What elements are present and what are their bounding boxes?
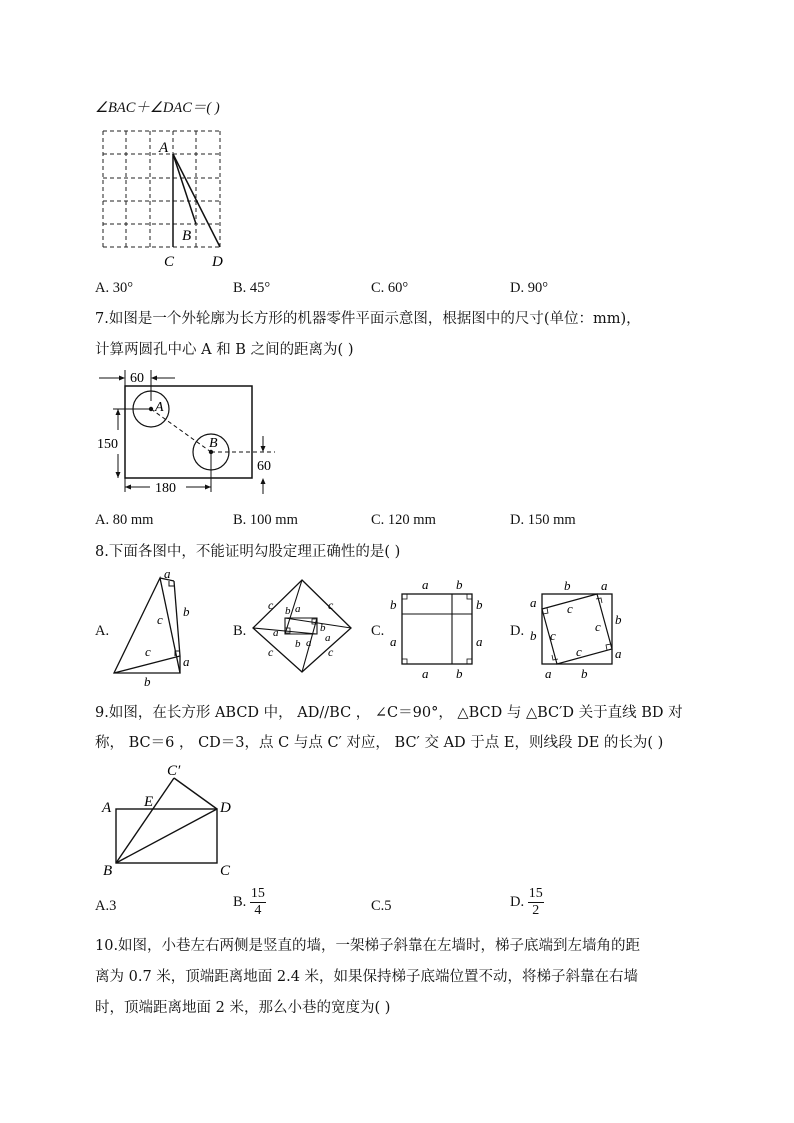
- svg-text:b: b: [285, 605, 291, 617]
- svg-text:b: b: [144, 674, 151, 689]
- q8-stem: 8.下面各图中，不能证明勾股定理正确性的是( ): [95, 544, 401, 560]
- q6-option-c: C. 60°: [371, 280, 409, 296]
- label-A: A: [159, 140, 169, 156]
- q7-stem-line1: 7.如图是一个外轮廓为长方形的机器零件平面示意图，根据图中的尺寸(单位：mm)，: [95, 311, 641, 327]
- svg-text:b: b: [295, 638, 301, 650]
- q7-option-a: A. 80 mm: [95, 512, 154, 528]
- q7-stem-line2: 计算两圆孔中心 A 和 B 之间的距离为( ): [95, 342, 354, 358]
- svg-text:b: b: [456, 577, 463, 592]
- svg-text:b: b: [390, 597, 397, 612]
- q8-figure-a: [112, 568, 197, 690]
- svg-text:c: c: [595, 619, 601, 634]
- q9-option-b: B. $\frac{15}{4}$: [233, 886, 265, 918]
- q10-stem-line2: 离为 0.7 米，顶端距离地面 2.4 米，如果保持梯子底端位置不动，将梯子斜靠在右墙: [95, 969, 639, 985]
- svg-text:a: a: [422, 666, 429, 680]
- q9-option-a: A.3: [95, 898, 117, 914]
- diagonal-BD: [116, 809, 217, 863]
- svg-text:c: c: [145, 644, 151, 659]
- svg-text:b: b: [564, 578, 571, 593]
- segment-C-prime-D: [174, 778, 217, 809]
- svg-text:a: a: [615, 646, 622, 661]
- q8-option-b-label: B.: [233, 623, 247, 639]
- label-D: D: [212, 254, 223, 270]
- q6-figure: [95, 125, 235, 275]
- dim-right-label: 60: [257, 459, 271, 474]
- q10-stem-line3: 时，顶端距离地面 2 米，那么小巷的宽度为( ): [95, 1000, 391, 1016]
- line-AB: [173, 154, 196, 224]
- svg-text:a: a: [601, 578, 608, 593]
- q8-figure-c: [388, 576, 488, 680]
- svg-text:a: a: [306, 637, 312, 649]
- q7-option-d: D. 150 mm: [510, 512, 576, 528]
- q8-option-c-label: C.: [371, 623, 385, 639]
- svg-text:b: b: [320, 622, 326, 634]
- svg-text:b: b: [183, 604, 190, 619]
- svg-text:b: b: [581, 666, 588, 680]
- svg-text:a: a: [295, 603, 301, 615]
- svg-text:a: a: [422, 577, 429, 592]
- fraction-15-4: $\frac{15}{4}$: [250, 886, 265, 918]
- svg-text:c: c: [328, 598, 334, 612]
- svg-text:c: c: [157, 612, 163, 627]
- svg-text:a: a: [545, 666, 552, 680]
- svg-text:c: c: [567, 601, 573, 616]
- q8-figure-d: [526, 576, 630, 680]
- segment-BC-prime: [116, 778, 174, 863]
- svg-text:b: b: [476, 597, 483, 612]
- q8-option-d-label: D.: [510, 623, 525, 639]
- label-D: D: [220, 800, 231, 816]
- svg-text:b: b: [456, 666, 463, 680]
- svg-text:c: c: [268, 598, 274, 612]
- q9-stem-line1: 9.如图，在长方形 ABCD 中， AD//BC ， ∠C＝90°， △BCD 与 △BC′D 关于直线 BD 对: [95, 705, 683, 721]
- svg-text:a: a: [183, 654, 190, 669]
- q6-option-a: A. 30°: [95, 280, 134, 296]
- svg-text:a: a: [325, 632, 331, 644]
- dim-left-label: 150: [97, 437, 118, 452]
- svg-text:b: b: [615, 612, 622, 627]
- q8-figure-b: [250, 576, 356, 676]
- q9-option-d: D. $\frac{15}{2}$: [510, 886, 543, 918]
- svg-text:c: c: [268, 645, 274, 659]
- svg-text:c: c: [576, 644, 582, 659]
- svg-text:a: a: [530, 595, 537, 610]
- machine-outline: [125, 386, 252, 478]
- label-B: B: [182, 228, 192, 244]
- q6-option-d: D. 90°: [510, 280, 549, 296]
- label-B: B: [103, 863, 113, 879]
- label-E: E: [144, 794, 154, 810]
- q6-option-b: B. 45°: [233, 280, 271, 296]
- q7-option-c: C. 120 mm: [371, 512, 436, 528]
- label-C: C: [220, 863, 231, 879]
- label-A: A: [155, 400, 164, 415]
- svg-text:a: a: [390, 634, 397, 649]
- label-C: C: [164, 254, 175, 270]
- label-B: B: [209, 436, 218, 451]
- svg-text:a: a: [476, 634, 483, 649]
- fraction-15-2: $\frac{15}{2}$: [528, 886, 543, 918]
- q8-option-a-label: A.: [95, 623, 110, 639]
- q9-option-c: C.5: [371, 898, 392, 914]
- q7-option-b: B. 100 mm: [233, 512, 298, 528]
- label-C-prime: C′: [167, 763, 181, 779]
- dim-top-label: 60: [130, 371, 144, 386]
- q10-stem-line1: 10.如图，小巷左右两侧是竖直的墙，一架梯子斜靠在左墙时，梯子底端到左墙角的距: [95, 938, 641, 954]
- q7-figure: [95, 366, 285, 496]
- label-A: A: [102, 800, 112, 816]
- dim-bottom-label: 180: [155, 481, 176, 496]
- svg-text:a: a: [164, 568, 171, 581]
- svg-text:c: c: [328, 645, 334, 659]
- svg-text:b: b: [530, 628, 537, 643]
- q9-figure: [98, 760, 248, 880]
- svg-text:a: a: [273, 627, 279, 639]
- q9-stem-line2: 称， BC＝6 ， CD＝3，点 C 与点 C′ 对应， BC′ 交 AD 于点 E，则线段 DE 的长为( ): [95, 735, 664, 751]
- q6-stem-tail: ∠BAC＋∠DAC＝( ): [95, 100, 220, 116]
- svg-text:c: c: [550, 628, 556, 643]
